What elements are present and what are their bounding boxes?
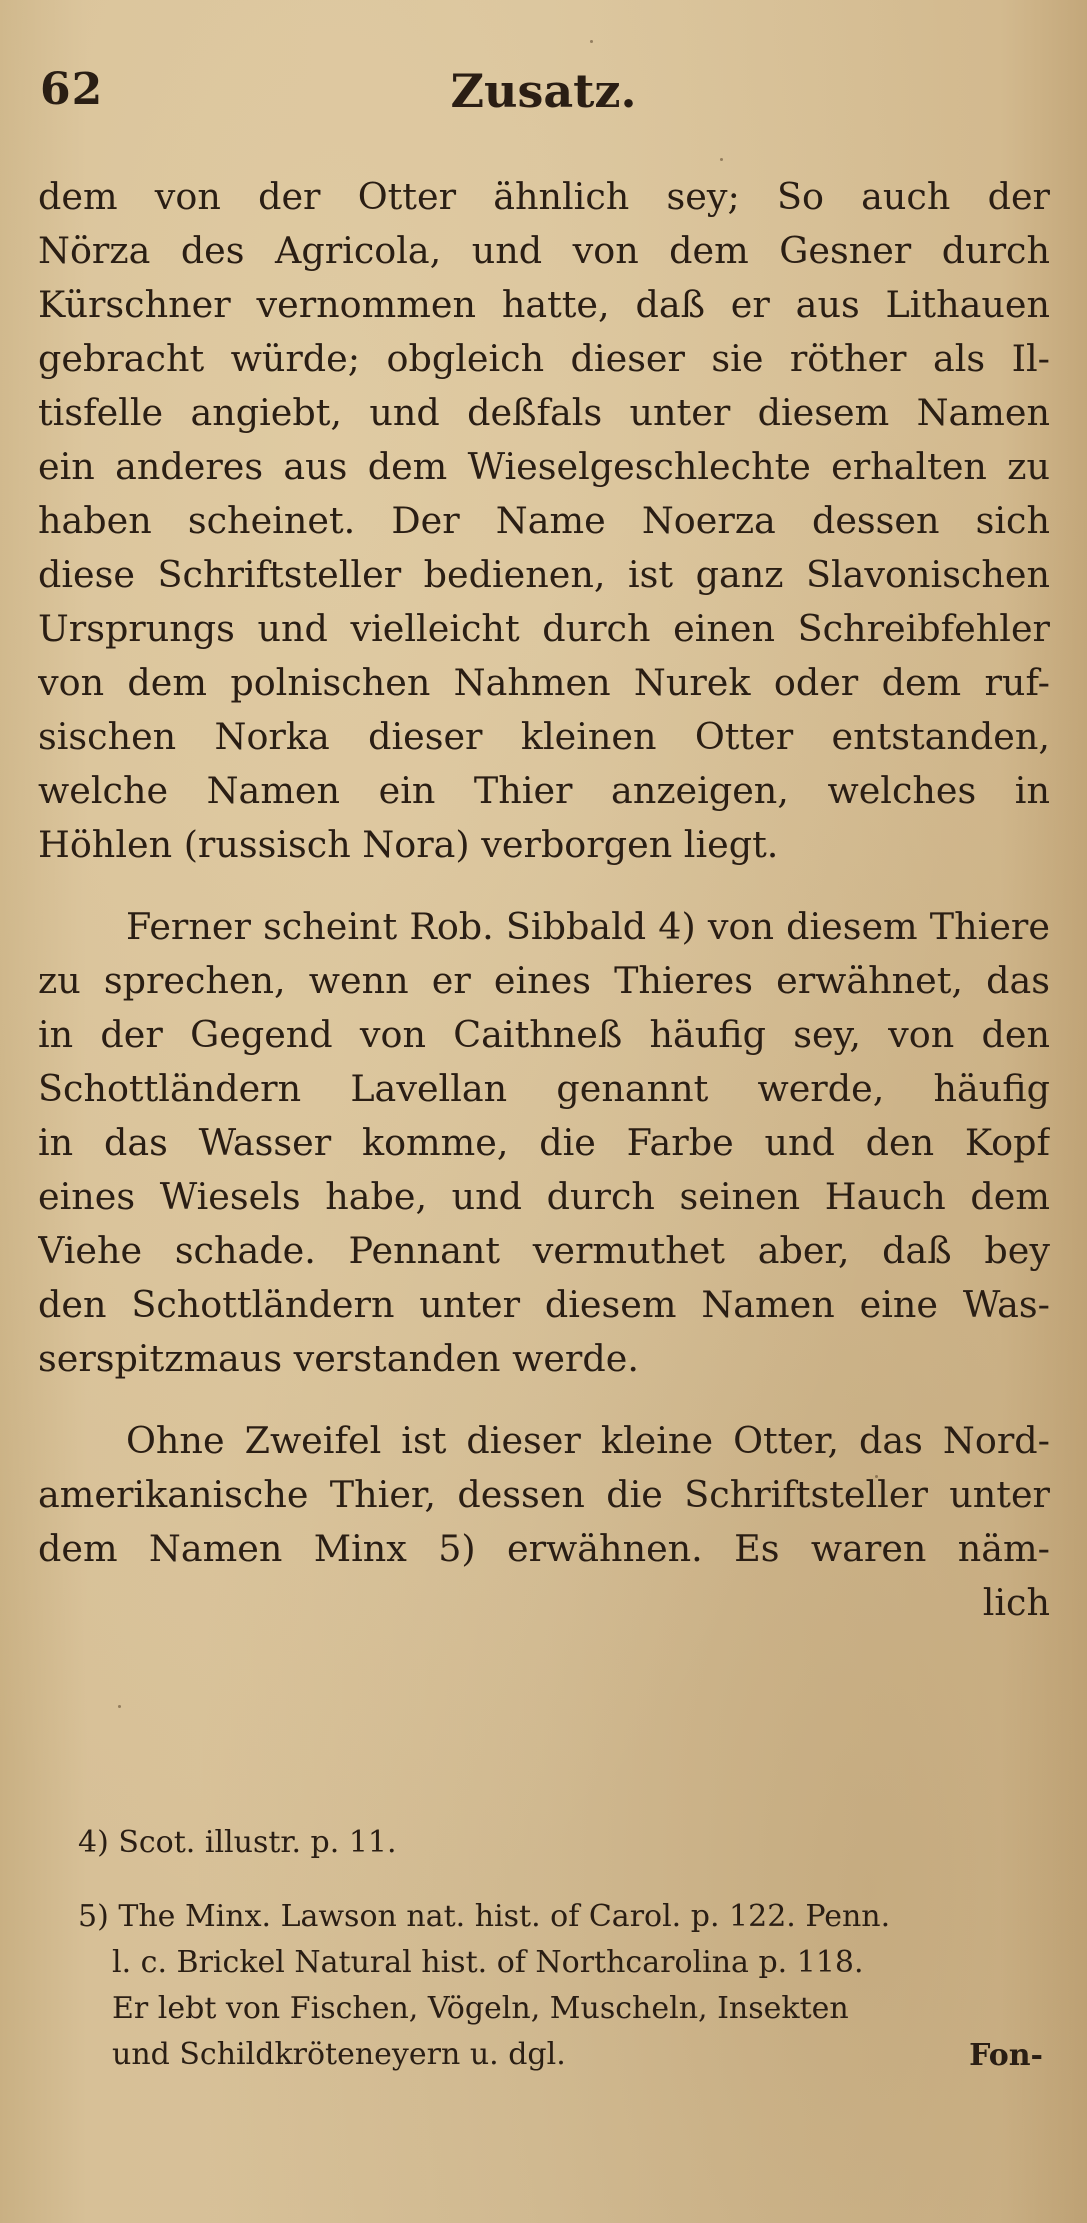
- paper-speck: [118, 1705, 121, 1708]
- footnote-line: und Schildkröteneyern u. dgl.: [112, 2037, 566, 2072]
- footnote-line: Er lebt von Fischen, Vögeln, Muscheln, Insekten: [112, 1991, 849, 2026]
- text-line: in das Wasser komme, die Farbe und den Kopf: [38, 1121, 1050, 1164]
- text-line: Ursprungs und vielleicht durch einen Schreibfehler: [38, 607, 1050, 650]
- paper-speck: [590, 40, 593, 43]
- page-header: [40, 64, 1047, 134]
- running-head: Zusatz.: [450, 64, 637, 118]
- footnote-4: 4) Scot. illustr. p. 11.: [78, 1825, 397, 1860]
- text-line: von dem polnischen Nahmen Nurek oder dem ruf-: [38, 661, 1050, 704]
- catchword: Fon-: [969, 2038, 1043, 2073]
- text-line: dem von der Otter ähnlich sey; So auch der: [38, 175, 1050, 218]
- text-line: Höhlen (russisch Nora) verborgen liegt.: [38, 823, 779, 866]
- footnote-gap: [78, 1866, 1050, 1894]
- footnotes: [78, 1820, 1050, 2078]
- paragraph: [38, 900, 1050, 1386]
- paragraph: [38, 170, 1050, 872]
- text-line: Schottländern Lavellan genannt werde, häufig: [38, 1067, 1050, 1110]
- paragraph: [38, 1414, 1050, 1630]
- text-line: haben scheinet. Der Name Noerza dessen sich: [38, 499, 1050, 542]
- text-line: sischen Norka dieser kleinen Otter entstanden,: [38, 715, 1050, 758]
- text-line: ein anderes aus dem Wieselgeschlechte erhalten zu: [38, 445, 1050, 488]
- text-line: Viehe schade. Pennant vermuthet aber, daß bey: [38, 1229, 1050, 1272]
- page-number: 62: [40, 64, 104, 115]
- text-line: amerikanische Thier, dessen die Schriftsteller unter: [38, 1473, 1050, 1516]
- paper-speck: [720, 158, 723, 161]
- text-line: tisfelle angiebt, und deßfals unter diesem Namen: [38, 391, 1050, 434]
- text-line: Nörza des Agricola, und von dem Gesner durch: [38, 229, 1050, 272]
- text-line: Ohne Zweifel ist dieser kleine Otter, das Nord-: [126, 1419, 1050, 1462]
- paragraph-gap: [38, 872, 1050, 900]
- text-line: diese Schriftsteller bedienen, ist ganz Slavonischen: [38, 553, 1050, 596]
- text-line: dem Namen Minx 5) erwähnen. Es waren näm-: [38, 1527, 1050, 1570]
- text-line: eines Wiesels habe, und durch seinen Hauch dem: [38, 1175, 1050, 1218]
- footnote-line: l. c. Brickel Natural hist. of Northcarolina p. 118.: [112, 1945, 864, 1980]
- footnote-5: 5) The Minx. Lawson nat. hist. of Carol. p. 122. Penn.: [78, 1899, 891, 1934]
- text-line: zu sprechen, wenn er eines Thieres erwähnet, das: [38, 959, 1050, 1002]
- text-line: lich: [982, 1581, 1050, 1624]
- text-line: Ferner scheint Rob. Sibbald 4) von diesem Thiere: [126, 905, 1050, 948]
- text-line: in der Gegend von Caithneß häufig sey, von den: [38, 1013, 1050, 1056]
- text-line: Kürschner vernommen hatte, daß er aus Lithauen: [38, 283, 1050, 326]
- text-line: gebracht würde; obgleich dieser sie röther als Il-: [38, 337, 1050, 380]
- text-line: welche Namen ein Thier anzeigen, welches in: [38, 769, 1050, 812]
- body-text: [38, 170, 1050, 1630]
- text-line: serspitzmaus verstanden werde.: [38, 1337, 639, 1380]
- paragraph-gap: [38, 1386, 1050, 1414]
- text-line: den Schottländern unter diesem Namen eine Was-: [38, 1283, 1050, 1326]
